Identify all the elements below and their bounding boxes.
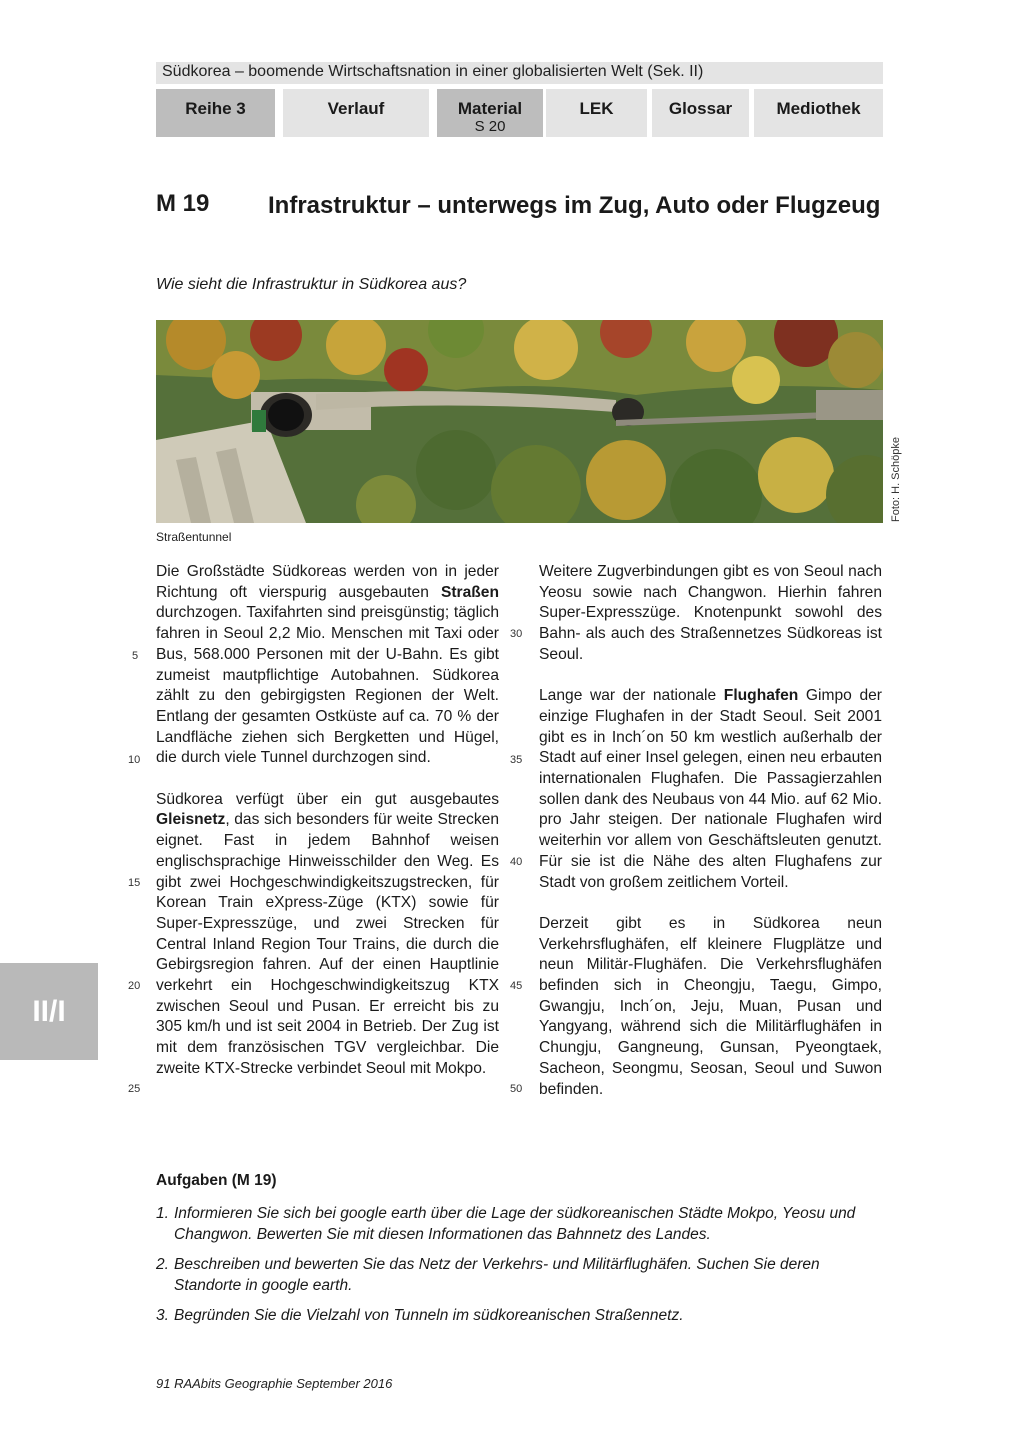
line-number: 25 <box>128 1083 141 1095</box>
line-number: 30 <box>510 628 523 640</box>
tab-verlauf[interactable] <box>283 89 429 137</box>
photo-credit: Foto: H. Schöpke <box>890 437 902 522</box>
tab-mediothek-label: Mediothek <box>776 99 861 118</box>
task-number: 2. <box>156 1256 169 1273</box>
series-title-bar <box>156 62 883 84</box>
paragraph-text: Die Großstädte Südkoreas werden von in jeder Richtung oft vierspurig ausgebauten <box>156 563 499 601</box>
task-item <box>156 1255 883 1296</box>
tunnel-photo-illustration <box>156 320 883 523</box>
line-number: 45 <box>510 980 523 992</box>
material-title: Infrastruktur – unterwegs im Zug, Auto oder Flugzeug <box>268 192 881 219</box>
navigation-tabs <box>0 89 1024 137</box>
task-item <box>156 1204 883 1245</box>
tasks-heading: Aufgaben (M 19) <box>156 1172 277 1189</box>
line-number: 20 <box>128 980 141 992</box>
keyword-gleisnetz: Gleisnetz <box>156 811 226 829</box>
tab-verlauf-label: Verlauf <box>327 99 385 118</box>
tab-material-page: S 20 <box>474 118 506 135</box>
photo-caption: Straßentunnel <box>156 530 232 544</box>
paragraph-roads <box>156 562 499 769</box>
paragraph-rail <box>156 790 499 1080</box>
tab-glossar[interactable] <box>652 89 749 137</box>
keyword-flughafen: Flughafen <box>723 687 799 705</box>
paragraph-train-connections: Weitere Zugverbindungen gibt es von Seoul nach Yeosu sowie nach Changwon. Hierhin fahren Super-Expresszüge. Knotenpunkt sowohl des Bahn- als auch des Straßennetzes Südkoreas ist Seoul. <box>539 563 882 663</box>
page-footer: 91 RAAbits Geographie September 2016 <box>156 1376 393 1391</box>
tab-lek-label: LEK <box>579 99 614 118</box>
tunnel-photo <box>156 320 883 523</box>
task-number: 1. <box>156 1205 169 1222</box>
keyword-strassen: Straßen <box>440 583 499 601</box>
material-number: M 19 <box>156 190 210 217</box>
task-item <box>156 1306 883 1327</box>
task-text: Informieren Sie sich bei google earth über die Lage der südkoreanischen Städte Mokpo, Yeosu und Changwon. Bewerten Sie mit diesen Informationen das Bahnnetz des Landes. <box>174 1205 856 1243</box>
text-column-left <box>156 562 499 1080</box>
tab-mediothek[interactable] <box>754 89 883 137</box>
paragraph-text: durchzogen. Taxifahrten sind preisgünstig; täglich fahren in Seoul 2,2 Mio. Menschen mit Taxi oder Bus, 568.000 Personen mit der U-Bahn. Es gibt zumeist mautpflichtige Autobahnen. Südkorea zählt zu den gebirgigsten Regionen der Welt. Entlang der gesamten Ostküste auf ca. 70 % der Landfläche ziehen sich Bergketten und Hügel, die durch viele Tunnel durchzogen sind. <box>156 604 499 767</box>
paragraph-airfields: Derzeit gibt es in Südkorea neun Verkehrsflughäfen, elf kleinere Flugplätze und neun Militär-Flughäfen. Die Verkehrsflughäfen befinden sich in Cheongju, Taegu, Gimpo, Gwangju, Inch´on, Jeju, Muan, Pusan und Yangyang, während sich die Militärflughäfen in Chungju, Gangneung, Gunsan, Pyeongtaek, Sacheon, Seongmu, Seosan, Seoul und Suwon befinden. <box>539 914 882 1098</box>
line-number: 40 <box>510 856 523 868</box>
task-number: 3. <box>156 1307 169 1324</box>
task-text: Begründen Sie die Vielzahl von Tunneln im südkoreanischen Straßennetz. <box>174 1307 684 1324</box>
tab-glossar-label: Glossar <box>668 99 733 118</box>
paragraph-text: , das sich besonders für weite Strecken eignet. Fast in jedem Bahnhof weisen englischsprachige Hinweisschilder den Weg. Es gibt zwei Hochgeschwindigkeitszugstrecken, für Korean Train eXpress-Züge (KTX) sowie für Super-Expresszüge, und zwei Strecken für Central Inland Region Tour Trains, die durch die Gebirgsregion fahren. Auf der einen Hauptlinie verkehrt ein Hochgeschwindigkeitszug KTX zwischen Seoul und Pusan. Er erreicht bis zu 305 km/h und ist seit 2004 in Betrieb. Der Zug ist mit dem französischen TGV vergleichbar. Die zweite KTX-Strecke verbindet Seoul mit Mokpo. <box>156 811 499 1077</box>
line-number: 15 <box>128 877 141 889</box>
paragraph-text: Südkorea verfügt über ein gut ausgebautes <box>156 790 499 808</box>
line-number: 5 <box>132 650 139 662</box>
tab-material-label: Material <box>457 99 523 118</box>
guiding-question: Wie sieht die Infrastruktur in Südkorea aus? <box>156 276 467 293</box>
tab-lek[interactable] <box>546 89 647 137</box>
task-text: Beschreiben und bewerten Sie das Netz der Verkehrs- und Militärflughäfen. Suchen Sie deren Standorte in google earth. <box>174 1256 820 1294</box>
series-title: Südkorea – boomende Wirtschaftsnation in einer globalisierten Welt (Sek. II) <box>162 63 704 80</box>
section-tab: II/I <box>0 963 98 1060</box>
line-number: 35 <box>510 754 523 766</box>
tab-reihe[interactable] <box>156 89 275 137</box>
paragraph-airport <box>539 686 882 893</box>
tab-material[interactable] <box>437 89 543 137</box>
task-list <box>156 1204 883 1337</box>
line-number: 10 <box>128 754 141 766</box>
paragraph-text: Gimpo der einzige Flughafen in der Stadt Seoul. Seit 2001 gibt es in Inch´on 50 km westlich außerhalb der Stadt auf einer Insel gelegen, einen neu erbauten internationalen Flughafen. Die Passagierzahlen sollen dank des Neubaus von 44 Mio. auf 62 Mio. pro Jahr steigen. Der nationale Flughafen wird weiterhin vor allem von Geschäftsleuten genutzt. Für sie ist die Nähe des alten Flughafens zur Stadt von großem zeitlichem Vorteil. <box>539 687 882 891</box>
line-number: 50 <box>510 1083 523 1095</box>
paragraph-text: Lange war der nationale <box>539 687 724 705</box>
tab-reihe-label: Reihe 3 <box>185 99 246 118</box>
text-column-right <box>539 562 882 1100</box>
